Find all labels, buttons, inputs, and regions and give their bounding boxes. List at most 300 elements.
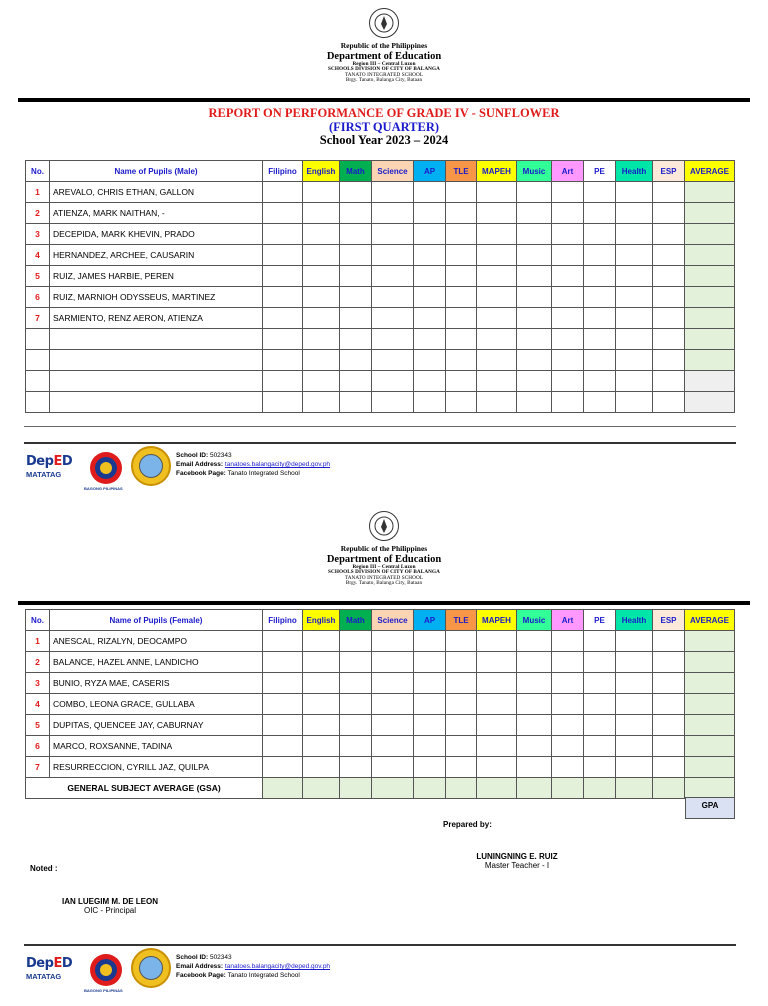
grade-cell xyxy=(340,694,372,715)
grade-cell xyxy=(477,694,517,715)
school-id-value: 502343 xyxy=(209,452,232,459)
grade-cell xyxy=(303,736,340,757)
grade-cell xyxy=(653,266,685,287)
grade-cell xyxy=(616,266,653,287)
report-quarter: (FIRST QUARTER) xyxy=(328,119,440,134)
grade-cell xyxy=(517,673,552,694)
col-header-music: Music xyxy=(517,161,552,182)
pupil-name: HERNANDEZ, ARCHEE, CAUSARIN xyxy=(50,245,263,266)
grade-cell xyxy=(263,245,303,266)
grade-cell xyxy=(303,757,340,778)
grade-cell xyxy=(584,736,616,757)
grade-cell xyxy=(263,329,303,350)
grade-cell xyxy=(477,350,517,371)
grade-cell xyxy=(653,308,685,329)
grade-cell xyxy=(517,287,552,308)
grade-cell xyxy=(414,371,446,392)
pupil-number xyxy=(26,392,50,413)
republic-text: Republic of the Philippines xyxy=(340,41,428,50)
grade-cell xyxy=(477,371,517,392)
gsa-cell xyxy=(477,778,517,799)
grade-cell xyxy=(685,694,735,715)
pupil-name: DUPITAS, QUENCEE JAY, CABURNAY xyxy=(50,715,263,736)
footer-divider xyxy=(24,944,736,946)
pupil-number: 7 xyxy=(26,757,50,778)
grade-cell xyxy=(653,224,685,245)
grade-cell xyxy=(552,392,584,413)
grade-cell xyxy=(517,631,552,652)
col-header-tle: TLE xyxy=(446,161,477,182)
table-row xyxy=(26,392,735,413)
grade-cell xyxy=(477,203,517,224)
grade-cell xyxy=(340,287,372,308)
grade-cell xyxy=(477,224,517,245)
footer-contact xyxy=(176,953,330,980)
col-header-average: AVERAGE xyxy=(685,610,735,631)
col-header-mapeh: MAPEH xyxy=(477,161,517,182)
grade-cell xyxy=(685,329,735,350)
pupil-number: 2 xyxy=(26,652,50,673)
grade-cell xyxy=(616,694,653,715)
grade-cell xyxy=(616,350,653,371)
grade-cell xyxy=(263,350,303,371)
grade-cell xyxy=(477,392,517,413)
table-row xyxy=(26,694,735,715)
grade-cell xyxy=(414,224,446,245)
grade-cell xyxy=(552,757,584,778)
grade-cell xyxy=(303,224,340,245)
noter-title: OIC - Principal xyxy=(83,906,136,915)
grade-cell xyxy=(552,182,584,203)
table-row xyxy=(26,715,735,736)
grade-cell xyxy=(263,308,303,329)
grade-cell xyxy=(685,182,735,203)
matatag-text: MATATAG xyxy=(26,470,62,479)
grade-cell xyxy=(446,652,477,673)
col-no-header: No. xyxy=(26,161,50,182)
noted-label: Noted : xyxy=(30,864,58,873)
gsa-row xyxy=(26,778,735,799)
bagong-pilipinas-text: BAGONG PILIPINAS xyxy=(84,486,123,491)
grade-cell xyxy=(653,350,685,371)
grade-cell xyxy=(340,245,372,266)
col-header-pe: PE xyxy=(584,610,616,631)
grade-cell xyxy=(517,652,552,673)
grade-cell xyxy=(584,757,616,778)
school-id-label: School ID: xyxy=(176,954,209,961)
grade-cell xyxy=(616,757,653,778)
grade-cell xyxy=(340,203,372,224)
pupil-number: 7 xyxy=(26,308,50,329)
grade-cell xyxy=(446,694,477,715)
grade-cell xyxy=(552,245,584,266)
bagong-pilipinas-text: BAGONG PILIPINAS xyxy=(84,988,123,993)
grade-cell xyxy=(446,245,477,266)
bagong-pilipinas-logo-icon xyxy=(86,450,126,490)
pupil-name: RUIZ, MARNIOH ODYSSEUS, MARTINEZ xyxy=(50,287,263,308)
grade-cell xyxy=(552,350,584,371)
grade-cell xyxy=(446,287,477,308)
grade-cell xyxy=(263,694,303,715)
grade-cell xyxy=(616,329,653,350)
school-text: TANATO INTEGRATED SCHOOL xyxy=(344,574,424,581)
grade-cell xyxy=(552,631,584,652)
grade-cell xyxy=(263,224,303,245)
grade-cell xyxy=(517,350,552,371)
table-row xyxy=(26,652,735,673)
grade-cell xyxy=(685,652,735,673)
region-text: Region III – Central Luzon xyxy=(352,60,416,67)
email-link[interactable]: tanatoes.balangacity@deped.gov.ph xyxy=(224,963,331,971)
grade-cell xyxy=(584,371,616,392)
grade-cell xyxy=(340,224,372,245)
grade-cell xyxy=(446,673,477,694)
grade-cell xyxy=(616,224,653,245)
grade-cell xyxy=(372,329,414,350)
gsa-cell xyxy=(414,778,446,799)
pupil-number: 1 xyxy=(26,631,50,652)
grade-cell xyxy=(477,245,517,266)
pupil-number: 3 xyxy=(26,673,50,694)
pupil-number: 4 xyxy=(26,694,50,715)
school-seal-icon xyxy=(131,446,171,486)
grade-cell xyxy=(685,392,735,413)
table-row xyxy=(26,329,735,350)
gsa-label: GENERAL SUBJECT AVERAGE (GSA) xyxy=(26,778,263,799)
gsa-cell xyxy=(446,778,477,799)
grade-cell xyxy=(372,371,414,392)
grade-cell xyxy=(477,736,517,757)
grade-cell xyxy=(372,736,414,757)
grade-cell xyxy=(517,371,552,392)
grade-cell xyxy=(303,652,340,673)
grade-cell xyxy=(414,652,446,673)
col-header-art: Art xyxy=(552,161,584,182)
grade-cell xyxy=(517,715,552,736)
pupil-name xyxy=(50,350,263,371)
grade-cell xyxy=(517,329,552,350)
division-text: SCHOOLS DIVISION OF CITY OF BALANGA xyxy=(327,66,441,73)
grade-cell xyxy=(372,287,414,308)
grade-cell xyxy=(446,757,477,778)
pupil-number xyxy=(26,350,50,371)
table-row xyxy=(26,224,735,245)
pupil-name: SARMIENTO, RENZ AERON, ATIENZA xyxy=(50,308,263,329)
grade-cell xyxy=(653,371,685,392)
grade-cell xyxy=(653,287,685,308)
grade-cell xyxy=(616,392,653,413)
grade-cell xyxy=(372,694,414,715)
grade-cell xyxy=(616,203,653,224)
grade-cell xyxy=(653,245,685,266)
deped-wordmark: DepED xyxy=(26,454,73,469)
grade-cell xyxy=(616,631,653,652)
grade-cell xyxy=(263,757,303,778)
table-row xyxy=(26,182,735,203)
col-name-header: Name of Pupils (Female) xyxy=(50,610,263,631)
grade-cell xyxy=(517,757,552,778)
grade-cell xyxy=(340,736,372,757)
gsa-cell xyxy=(303,778,340,799)
grade-cell xyxy=(446,736,477,757)
footer-contact xyxy=(176,451,330,478)
page-end-rule xyxy=(24,426,736,427)
grade-cell xyxy=(340,715,372,736)
grade-cell xyxy=(616,308,653,329)
col-header-tle: TLE xyxy=(446,610,477,631)
pupil-number: 6 xyxy=(26,736,50,757)
grade-cell xyxy=(653,694,685,715)
table-row xyxy=(26,308,735,329)
grade-cell xyxy=(552,224,584,245)
pupil-number: 1 xyxy=(26,182,50,203)
col-header-science: Science xyxy=(372,610,414,631)
grade-cell xyxy=(263,182,303,203)
grade-cell xyxy=(552,266,584,287)
pupil-name: COMBO, LEONA GRACE, GULLABA xyxy=(50,694,263,715)
pupil-name: BALANCE, HAZEL ANNE, LANDICHO xyxy=(50,652,263,673)
grade-cell xyxy=(552,329,584,350)
grade-cell xyxy=(263,673,303,694)
grade-cell xyxy=(552,308,584,329)
preparer-block xyxy=(472,852,562,870)
email-label: Email Address: xyxy=(176,963,224,971)
grade-cell xyxy=(477,266,517,287)
grade-cell xyxy=(653,182,685,203)
grade-cell xyxy=(552,694,584,715)
grade-cell xyxy=(372,652,414,673)
letterhead-bottom xyxy=(0,511,768,587)
grade-cell xyxy=(552,371,584,392)
grade-cell xyxy=(584,287,616,308)
preparer-title: Master Teacher - I xyxy=(484,861,550,870)
grade-cell xyxy=(584,203,616,224)
gsa-cell xyxy=(584,778,616,799)
grade-cell xyxy=(477,287,517,308)
col-header-ap: AP xyxy=(414,161,446,182)
pupil-name: RUIZ, JAMES HARBIE, PEREN xyxy=(50,266,263,287)
grade-cell xyxy=(477,715,517,736)
grade-cell xyxy=(616,245,653,266)
grade-cell xyxy=(263,715,303,736)
pupil-name: ANESCAL, RIZALYN, DEOCAMPO xyxy=(50,631,263,652)
grade-cell xyxy=(340,371,372,392)
grade-cell xyxy=(477,308,517,329)
grade-cell xyxy=(584,631,616,652)
col-no-header: No. xyxy=(26,610,50,631)
header-divider xyxy=(18,98,750,102)
grade-cell xyxy=(584,308,616,329)
col-header-mapeh: MAPEH xyxy=(477,610,517,631)
grade-cell xyxy=(372,631,414,652)
col-header-esp: ESP xyxy=(653,161,685,182)
male-grades-table xyxy=(25,160,735,413)
grade-cell xyxy=(584,652,616,673)
grade-cell xyxy=(340,392,372,413)
footer-bottom xyxy=(26,948,726,998)
grade-cell xyxy=(263,203,303,224)
noter-name: IAN LUEGIM M. DE LEON xyxy=(62,897,158,906)
grade-cell xyxy=(517,308,552,329)
address-text: Brgy. Tanato, Balanga City, Bataan xyxy=(345,580,423,587)
pupil-number: 2 xyxy=(26,203,50,224)
grade-cell xyxy=(653,673,685,694)
grade-cell xyxy=(414,757,446,778)
grade-cell xyxy=(303,631,340,652)
col-header-average: AVERAGE xyxy=(685,161,735,182)
col-header-art: Art xyxy=(552,610,584,631)
grade-cell xyxy=(584,673,616,694)
grade-cell xyxy=(263,652,303,673)
grade-cell xyxy=(340,673,372,694)
grade-cell xyxy=(552,673,584,694)
facebook-label: Facebook Page: xyxy=(176,470,226,478)
school-text: TANATO INTEGRATED SCHOOL xyxy=(344,71,424,78)
pupil-name xyxy=(50,371,263,392)
pupil-name: DECEPIDA, MARK KHEVIN, PRADO xyxy=(50,224,263,245)
col-header-ap: AP xyxy=(414,610,446,631)
table-row xyxy=(26,245,735,266)
grade-cell xyxy=(303,203,340,224)
school-year: School Year 2023 – 2024 xyxy=(319,133,449,147)
pupil-name xyxy=(50,329,263,350)
col-header-english: English xyxy=(303,610,340,631)
table-row xyxy=(26,350,735,371)
grade-cell xyxy=(446,715,477,736)
gpa-box: GPA xyxy=(685,797,735,819)
grade-cell xyxy=(653,736,685,757)
grade-cell xyxy=(477,673,517,694)
grade-cell xyxy=(685,757,735,778)
pupil-name: BUNIO, RYZA MAE, CASERIS xyxy=(50,673,263,694)
grade-cell xyxy=(372,392,414,413)
grade-cell xyxy=(446,203,477,224)
email-link[interactable]: tanatoes.balangacity@deped.gov.ph xyxy=(224,461,331,469)
col-name-header: Name of Pupils (Male) xyxy=(50,161,263,182)
division-text: SCHOOLS DIVISION OF CITY OF BALANGA xyxy=(327,569,441,576)
grade-cell xyxy=(303,350,340,371)
pupil-number: 5 xyxy=(26,715,50,736)
pupil-name: MARCO, ROXSANNE, TADINA xyxy=(50,736,263,757)
grade-cell xyxy=(584,392,616,413)
grade-cell xyxy=(303,329,340,350)
table-row xyxy=(26,287,735,308)
gsa-cell xyxy=(340,778,372,799)
grade-cell xyxy=(414,203,446,224)
facebook-value: Tanato Integrated School xyxy=(227,972,300,980)
grade-cell xyxy=(685,631,735,652)
grade-cell xyxy=(584,224,616,245)
grade-cell xyxy=(517,245,552,266)
department-text: Department of Education xyxy=(326,553,442,565)
grade-cell xyxy=(685,736,735,757)
grade-cell xyxy=(584,715,616,736)
col-header-music: Music xyxy=(517,610,552,631)
grade-cell xyxy=(653,652,685,673)
grade-cell xyxy=(616,287,653,308)
grade-cell xyxy=(263,631,303,652)
table-row xyxy=(26,203,735,224)
grade-cell xyxy=(263,392,303,413)
pupil-name xyxy=(50,392,263,413)
grade-cell xyxy=(414,694,446,715)
noter-block xyxy=(60,897,160,915)
grade-cell xyxy=(446,182,477,203)
grade-cell xyxy=(372,203,414,224)
grade-cell xyxy=(372,308,414,329)
grade-cell xyxy=(372,715,414,736)
col-header-health: Health xyxy=(616,161,653,182)
grade-cell xyxy=(477,757,517,778)
grade-cell xyxy=(616,371,653,392)
grade-cell xyxy=(414,329,446,350)
col-header-filipino: Filipino xyxy=(263,610,303,631)
grade-cell xyxy=(414,245,446,266)
table-row xyxy=(26,736,735,757)
grade-cell xyxy=(685,715,735,736)
grade-cell xyxy=(584,350,616,371)
grade-cell xyxy=(616,673,653,694)
col-header-esp: ESP xyxy=(653,610,685,631)
pupil-number: 3 xyxy=(26,224,50,245)
grade-cell xyxy=(303,392,340,413)
footer-top xyxy=(26,446,726,496)
deped-logo xyxy=(26,948,78,988)
grade-cell xyxy=(414,736,446,757)
grade-cell xyxy=(414,350,446,371)
grade-cell xyxy=(340,652,372,673)
grade-cell xyxy=(340,350,372,371)
letterhead-top xyxy=(0,8,768,84)
pupil-number: 6 xyxy=(26,287,50,308)
gsa-cell xyxy=(372,778,414,799)
grade-cell xyxy=(414,308,446,329)
grade-cell xyxy=(263,736,303,757)
grade-cell xyxy=(477,329,517,350)
header-divider xyxy=(18,601,750,605)
grade-cell xyxy=(446,631,477,652)
grade-cell xyxy=(303,245,340,266)
grade-cell xyxy=(414,673,446,694)
grade-cell xyxy=(517,266,552,287)
pupil-name: ATIENZA, MARK NAITHAN, - xyxy=(50,203,263,224)
grade-cell xyxy=(303,308,340,329)
gsa-cell xyxy=(517,778,552,799)
school-id-value: 502343 xyxy=(209,954,232,961)
pupil-number xyxy=(26,371,50,392)
school-id-label: School ID: xyxy=(176,452,209,459)
grade-cell xyxy=(653,715,685,736)
grade-cell xyxy=(584,182,616,203)
grade-cell xyxy=(340,266,372,287)
col-header-filipino: Filipino xyxy=(263,161,303,182)
grade-cell xyxy=(584,694,616,715)
grade-cell xyxy=(685,224,735,245)
deped-logo xyxy=(26,446,78,486)
grade-cell xyxy=(303,371,340,392)
pupil-name: AREVALO, CHRIS ETHAN, GALLON xyxy=(50,182,263,203)
grade-cell xyxy=(685,350,735,371)
grade-cell xyxy=(552,715,584,736)
grade-cell xyxy=(653,392,685,413)
grade-cell xyxy=(517,736,552,757)
gsa-cell xyxy=(263,778,303,799)
grade-cell xyxy=(340,757,372,778)
male-header-row xyxy=(26,161,735,182)
deped-seal-icon xyxy=(369,8,399,38)
pupil-number xyxy=(26,329,50,350)
grade-cell xyxy=(616,715,653,736)
